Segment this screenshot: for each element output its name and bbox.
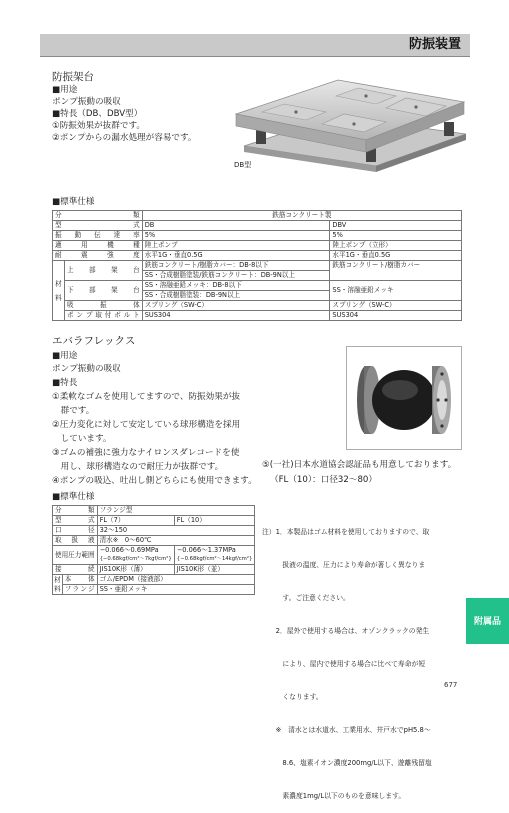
table-row — [53, 221, 462, 231]
note-line: 扱液の温度、圧力により寿命が著しく異なりま — [262, 561, 426, 569]
section1-feature-2: ②ポンプからの漏水処理が容易です。 — [52, 133, 197, 143]
table-row — [53, 526, 255, 536]
table-row — [53, 231, 462, 241]
table-cell: 適用機種 — [53, 241, 143, 251]
section1-feature-1: ①防振効果が抜群です。 — [52, 121, 145, 131]
section2-usage-text: ポンプ振動の吸収 — [52, 364, 121, 374]
table-row — [53, 241, 462, 251]
side-tab-label: 附属品 — [473, 617, 501, 627]
note-line: す。ご注意ください。 — [262, 594, 350, 602]
feature5-line1: ⑤(一社)日本水道協会認証品も用意しております。 — [262, 460, 457, 470]
section2-feature-line: 用し、球形構造なので耐圧力が抜群です。 — [52, 462, 224, 472]
table-cell: 使用圧力範囲 — [53, 546, 98, 565]
table-row — [53, 211, 462, 221]
table-cell: 鉄筋コンクリート製 — [142, 211, 461, 221]
table-row — [53, 536, 255, 546]
photo-caption: DB型 — [234, 161, 252, 169]
section1-usage-heading: ■用途 — [52, 85, 78, 95]
table-cell: スプリング（SW-C） — [142, 301, 330, 311]
header-band — [40, 34, 470, 56]
rubber-joint-photo — [346, 346, 462, 450]
header-rule — [40, 56, 470, 57]
table-cell: 分類 — [53, 506, 98, 516]
table-cell: 口径 — [53, 526, 98, 536]
section2-feature-line: 群です。 — [52, 406, 95, 416]
table-cell: JIS10K形（薄） — [97, 565, 174, 575]
note-line: 素濃度1mg/L以下のものを意味します。 — [262, 792, 406, 800]
table-cell: {−0.68kgf/cm²〜7kgf/cm²} — [97, 555, 174, 565]
section2-features-heading: ■特長 — [52, 378, 78, 388]
spec-table-1 — [52, 210, 462, 321]
table-cell: 5% — [142, 231, 330, 241]
table-cell: 32～150 — [97, 526, 255, 536]
table-cell: 耐震強度 — [53, 251, 143, 261]
table-row — [53, 575, 255, 585]
table-cell: 陸上ポンプ（立形） — [330, 241, 462, 251]
table-cell: 水平1G・垂直0.5G — [142, 251, 330, 261]
table-cell: スプリング（SW-C） — [330, 301, 462, 311]
table-row — [53, 565, 255, 575]
section2-feature-line: ③ゴムの補強に強力なナイロンスダレコードを使 — [52, 448, 240, 458]
section1-title: 防振架台 — [52, 71, 94, 83]
table-row — [53, 546, 255, 556]
table-row — [53, 261, 462, 271]
table-cell: フランジ型 — [97, 506, 255, 516]
table-row — [53, 251, 462, 261]
table-row — [53, 301, 462, 311]
table-cell: ポンプ取付ボルト — [64, 311, 142, 321]
table-cell: 陸上ポンプ — [142, 241, 330, 251]
section2-spec-heading: ■標準仕様 — [52, 492, 95, 502]
note-line: により、屋内で使用する場合に比べて寿命が短 — [262, 660, 426, 668]
note-line: 8.6、塩素イオン濃度200mg/L以下、遊離残留塩 — [262, 759, 432, 767]
table-cell: FL（10） — [174, 516, 255, 526]
table-cell: フランジ — [62, 585, 97, 595]
db-frame-photo — [226, 64, 472, 176]
section2-usage-heading: ■用途 — [52, 351, 78, 361]
table-cell: 鉄筋コンクリート/樹脂カバー：DB-8以下 — [142, 261, 330, 271]
table-cell: JIS10K形（並） — [174, 565, 255, 575]
section1-features-heading: ■特長（DB、DBV型） — [52, 109, 143, 119]
table-cell: DB — [142, 221, 330, 231]
notes-block — [262, 505, 432, 813]
table-cell: 鉄筋コンクリート/樹脂カバー — [330, 261, 462, 281]
table-cell: {−0.68kgf/cm²〜14kgf/cm²} — [174, 555, 255, 565]
table-cell: 吸振体 — [64, 301, 142, 311]
material-label: 材料 — [53, 261, 65, 321]
section1-usage-text: ポンプ振動の吸収 — [52, 97, 121, 107]
table-cell: 5% — [330, 231, 462, 241]
note-line: くなります。 — [262, 693, 323, 701]
table-cell: SS・溶融亜鉛メッキ — [330, 281, 462, 301]
section2-feature-line: ④ポンプの吸込、吐出し側どちらにも使用できます。 — [52, 476, 257, 486]
table-row — [53, 281, 462, 291]
feature5-line2: （FL（10）：口径32～80） — [270, 475, 377, 485]
table-cell: 本体 — [62, 575, 97, 585]
table-cell: 下部架台 — [64, 281, 142, 301]
table-cell: 取扱液 — [53, 536, 98, 546]
table-cell: SS・溶融亜鉛メッキ：DB-8以下 — [142, 281, 330, 291]
page-title: 防振装置 — [408, 37, 461, 52]
section2-feature-line: ②圧力変化に対して安定している球形構造を採用 — [52, 420, 241, 430]
table-cell: FL（7） — [97, 516, 174, 526]
section2-title: エバラフレックス — [52, 335, 136, 347]
table-row — [53, 506, 255, 516]
table-cell: ゴム/EPDM（接液部） — [97, 575, 255, 585]
spec-table-2 — [52, 505, 255, 595]
table-row — [53, 516, 255, 526]
table-cell: 接続 — [53, 565, 98, 575]
table-cell: SS・亜鉛メッキ — [97, 585, 255, 595]
section2-feature-line: ①柔軟なゴムを使用してますので、防振効果が抜 — [52, 392, 241, 402]
table-cell: 清水※ 0～60℃ — [97, 536, 255, 546]
note-line: 注）1．本製品はゴム材料を使用しておりますので、取 — [262, 528, 430, 536]
table-cell: SUS304 — [330, 311, 462, 321]
page-number: 677 — [444, 681, 458, 689]
table-cell: SUS304 — [142, 311, 330, 321]
table-row — [53, 585, 255, 595]
table-cell: 振動伝達率 — [53, 231, 143, 241]
material-label: 材料 — [54, 575, 61, 593]
section2-feature-line: しています。 — [52, 434, 112, 444]
table-row — [53, 311, 462, 321]
table-cell: 分類 — [53, 211, 143, 221]
table-cell: −0.066〜1.37MPa — [174, 546, 255, 556]
table-cell: 型式 — [53, 516, 98, 526]
table-cell: SS・合成樹脂塗装：DB-9N以上 — [142, 291, 330, 301]
note-line: 2．屋外で使用する場合は、オゾンクラックの発生 — [262, 627, 430, 635]
table-cell: −0.066〜0.69MPa — [97, 546, 174, 556]
table-cell: 上部架台 — [64, 261, 142, 281]
note-line: ※ 清水とは水道水、工業用水、井戸水でpH5.8～ — [262, 726, 431, 734]
table-cell: 水平1G・垂直0.5G — [330, 251, 462, 261]
table-cell: 型式 — [53, 221, 143, 231]
table-cell: SS・合成樹脂塗装/鉄筋コンクリート：DB-9N以上 — [142, 271, 330, 281]
table-cell: DBV — [330, 221, 462, 231]
section1-spec-heading: ■標準仕様 — [52, 197, 95, 207]
